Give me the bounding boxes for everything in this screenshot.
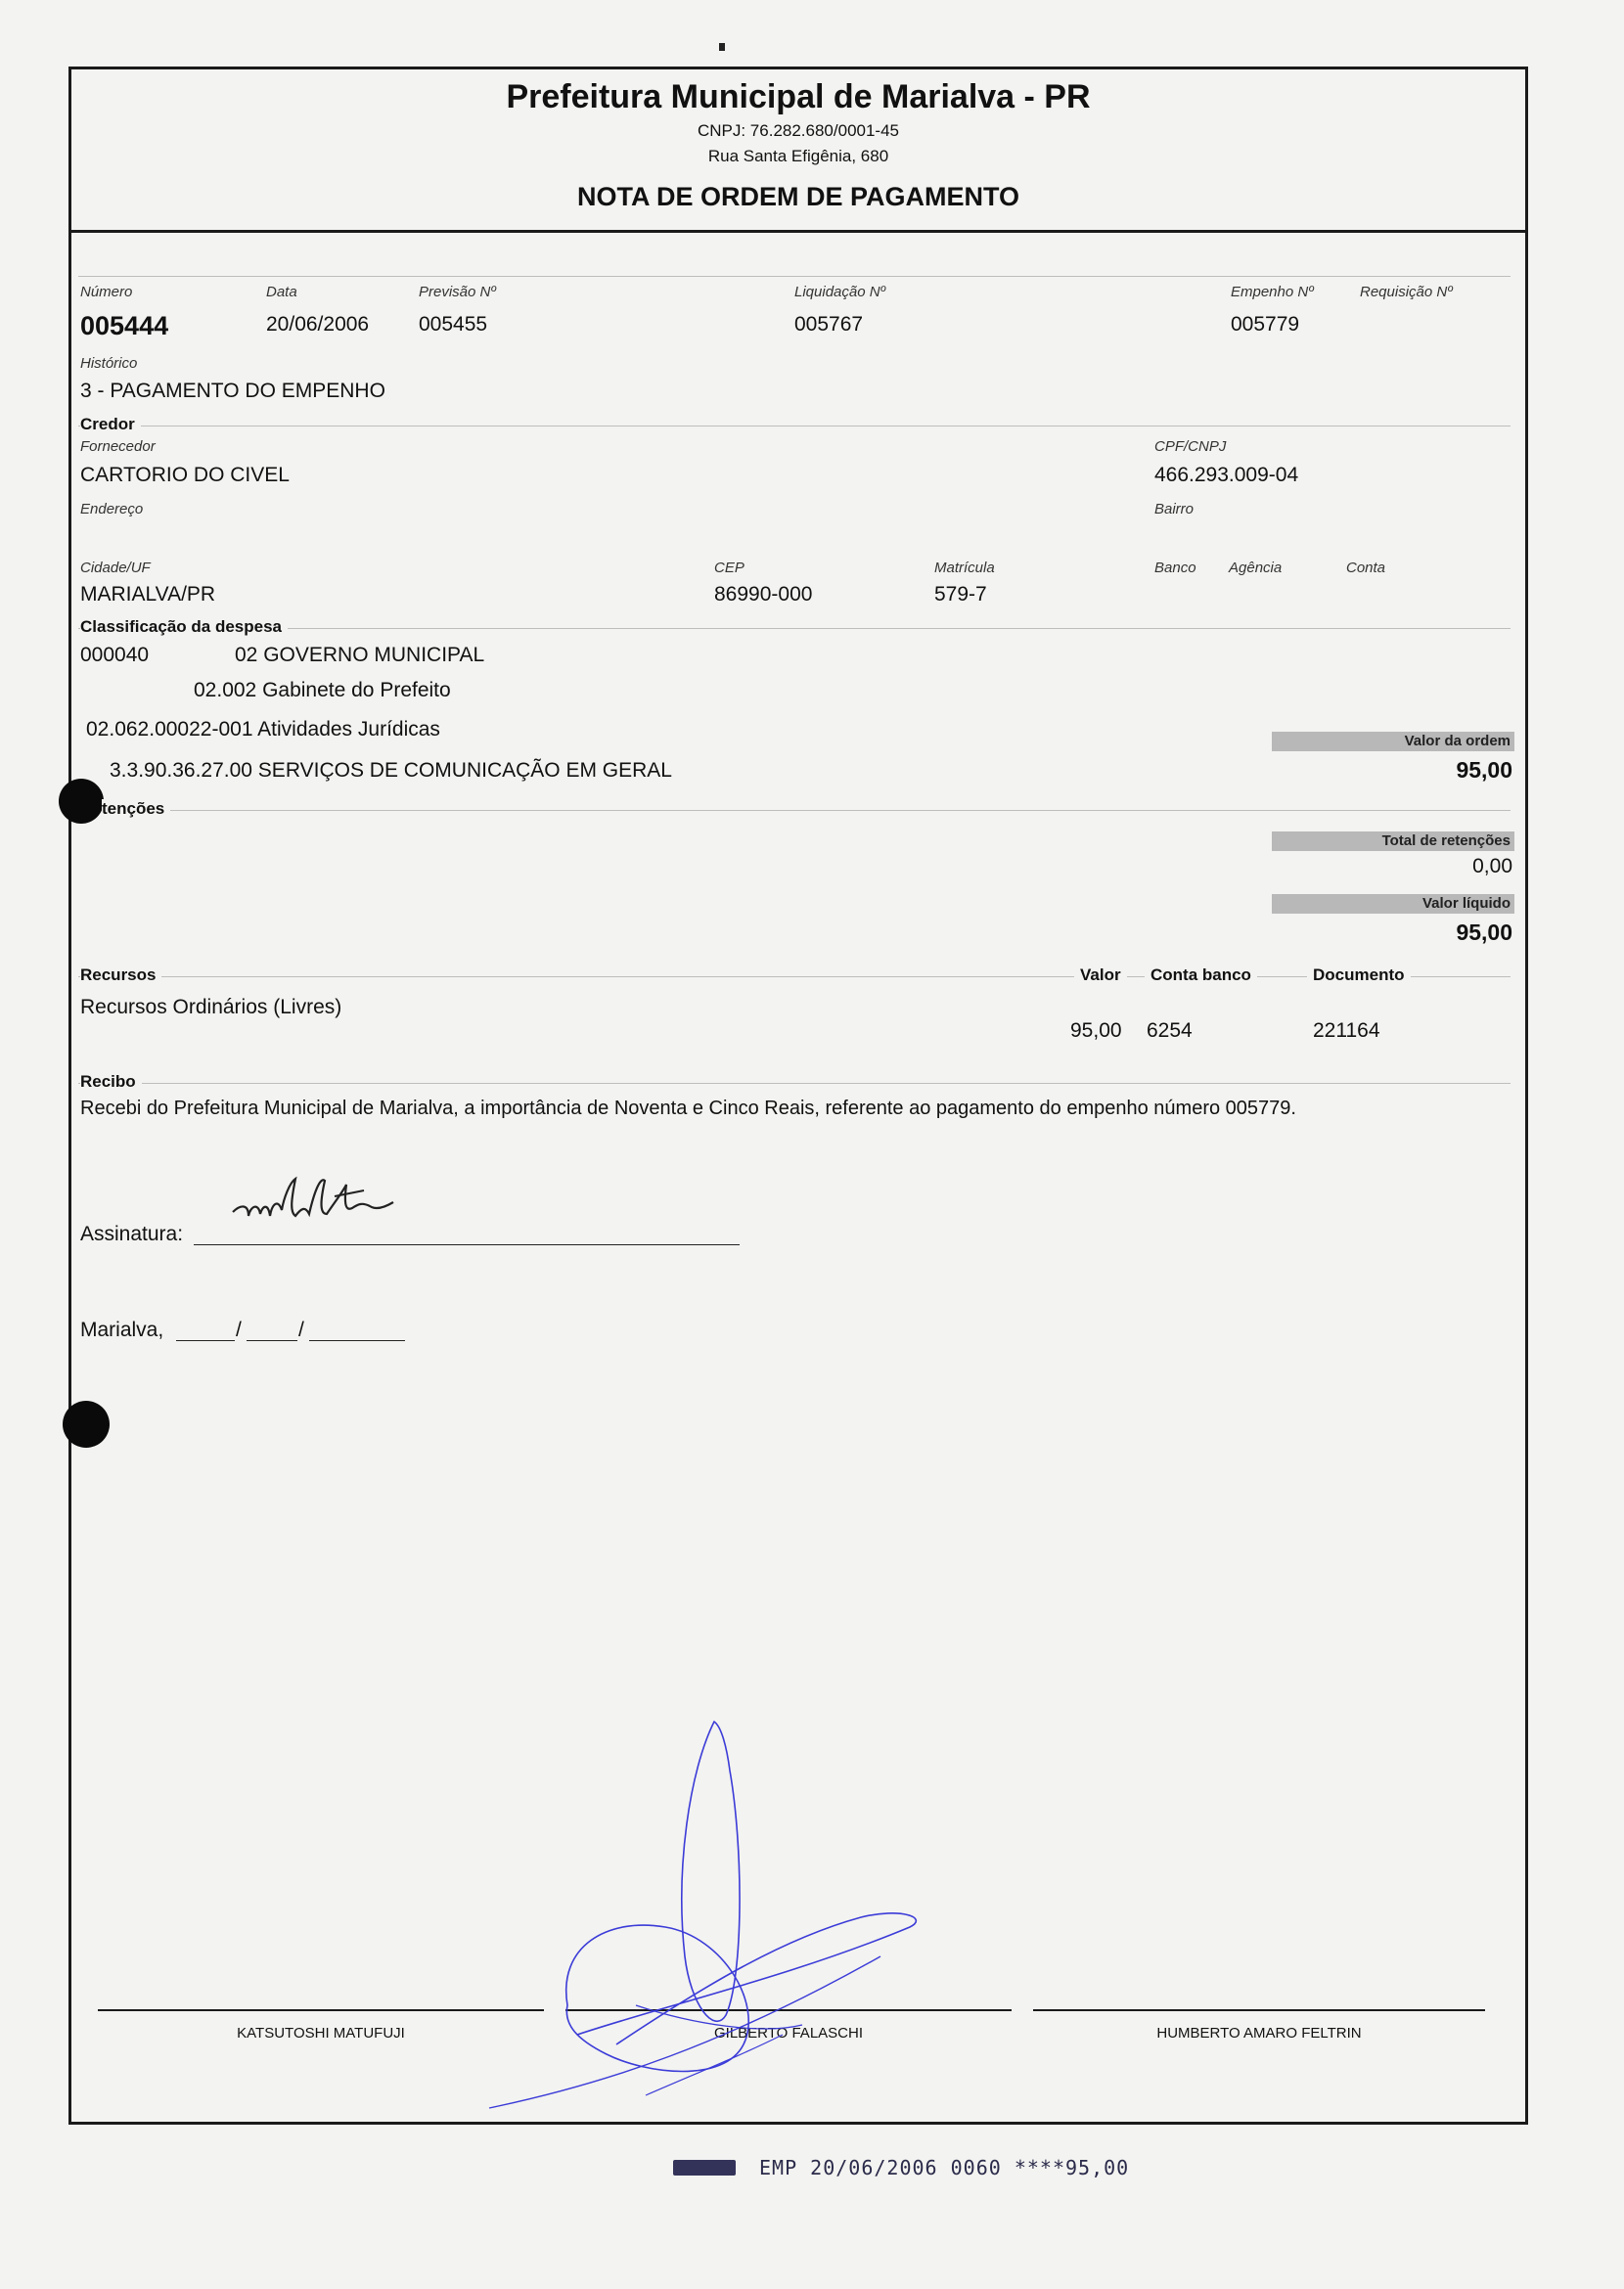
recursos-valor: 95,00 [1070,1019,1122,1042]
signatory-2: GILBERTO FALASCHI [714,2025,863,2042]
valor-ordem-label: Valor da ordem [1272,732,1514,751]
classificacao-unidade: 02.002 Gabinete do Prefeito [194,679,451,701]
retencoes-section: tenções [102,799,170,819]
banco-label: Banco [1154,560,1196,576]
valor-liquido-label: Valor líquido [1272,894,1514,914]
recibo-text: Recebi do Prefeitura Municipal de Marialva, a importância de Noventa e Cinco Reais, referente ao pagamento do empenho número 005779. [80,1098,1296,1119]
cpf-label: CPF/CNPJ [1154,438,1227,455]
data-label: Data [266,284,297,300]
classificacao-elemento: 3.3.90.36.27.00 SERVIÇOS DE COMUNICAÇÃO EM GERAL [110,759,672,782]
header-divider [68,230,1528,233]
recursos-fonte: Recursos Ordinários (Livres) [80,996,342,1018]
recursos-section: Recursos [80,965,161,985]
scan-mark [719,43,725,51]
date-sep-1: / [236,1319,242,1341]
liquidacao-label: Liquidação Nº [794,284,886,300]
recursos-rule [78,976,1511,977]
valor-ordem-value: 95,00 [1456,757,1512,783]
cidade-label: Cidade/UF [80,560,151,576]
historico-value: 3 - PAGAMENTO DO EMPENHO [80,380,385,402]
liquidacao-value: 005767 [794,313,864,336]
recibo-rule [78,1083,1511,1084]
footer-stamp: EMP 20/06/2006 0060 ****95,00 [759,2156,1130,2179]
address: Rua Santa Efigênia, 680 [707,147,889,165]
recibo-section: Recibo [80,1072,142,1092]
bairro-label: Bairro [1154,501,1195,517]
fornecedor-value: CARTORIO DO CIVEL [80,464,290,486]
endereco-label: Endereço [80,501,144,517]
page-title: Prefeitura Municipal de Marialva - PR [506,78,1091,115]
recursos-documento: 221164 [1313,1019,1380,1042]
signatory-1: KATSUTOSHI MATUFUJI [237,2025,405,2042]
punch-hole-icon [59,779,104,824]
classificacao-rule [78,628,1511,629]
data-value: 20/06/2006 [266,313,370,336]
info-top-rule [78,276,1511,277]
cep-label: CEP [714,560,744,576]
punch-hole-icon [63,1401,110,1448]
recursos-documento-label: Documento [1307,965,1411,985]
matricula-value: 579-7 [934,583,987,606]
numero-value: 005444 [80,311,169,340]
footer-logo-icon [673,2160,736,2176]
handwritten-signature-icon [227,1169,413,1247]
cnpj: CNPJ: 76.282.680/0001-45 [697,121,900,140]
previsao-value: 005455 [419,313,488,336]
local-date: Marialva, [80,1319,164,1341]
recursos-valor-label: Valor [1074,965,1127,985]
fornecedor-label: Fornecedor [80,438,156,455]
signatory-3: HUMBERTO AMARO FELTRIN [1156,2025,1362,2042]
assinatura-label: Assinatura: [80,1223,184,1245]
recursos-conta-label: Conta banco [1145,965,1257,985]
document-title: NOTA DE ORDEM DE PAGAMENTO [576,182,1019,211]
cidade-value: MARIALVA/PR [80,583,216,606]
credor-section: Credor [80,415,141,434]
agencia-label: Agência [1229,560,1283,576]
empenho-label: Empenho Nº [1231,284,1314,300]
recursos-conta: 6254 [1147,1019,1193,1042]
date-month-line [247,1340,297,1341]
matricula-label: Matrícula [934,560,995,576]
numero-label: Número [80,284,133,300]
signature-line-3 [1033,2009,1485,2011]
total-retencoes-label: Total de retenções [1272,831,1514,851]
classificacao-funcional: 02.062.00022-001 Atividades Jurídicas [86,718,440,741]
historico-label: Histórico [80,355,138,372]
date-day-line [176,1340,235,1341]
valor-liquido-value: 95,00 [1456,920,1512,945]
date-sep-2: / [298,1319,304,1341]
classificacao-orgao: 02 GOVERNO MUNICIPAL [235,644,485,666]
requisicao-label: Requisição Nº [1360,284,1453,300]
date-year-line [309,1340,405,1341]
conta-label: Conta [1346,560,1386,576]
blue-signature-icon [470,1712,939,2123]
cep-value: 86990-000 [714,583,813,606]
retencoes-rule [78,810,1511,811]
empenho-value: 005779 [1231,313,1300,336]
total-retencoes-value: 0,00 [1472,855,1512,877]
classificacao-code: 000040 [80,644,150,666]
cpf-value: 466.293.009-04 [1154,464,1299,486]
classificacao-section: Classificação da despesa [80,617,288,637]
previsao-label: Previsão Nº [419,284,496,300]
